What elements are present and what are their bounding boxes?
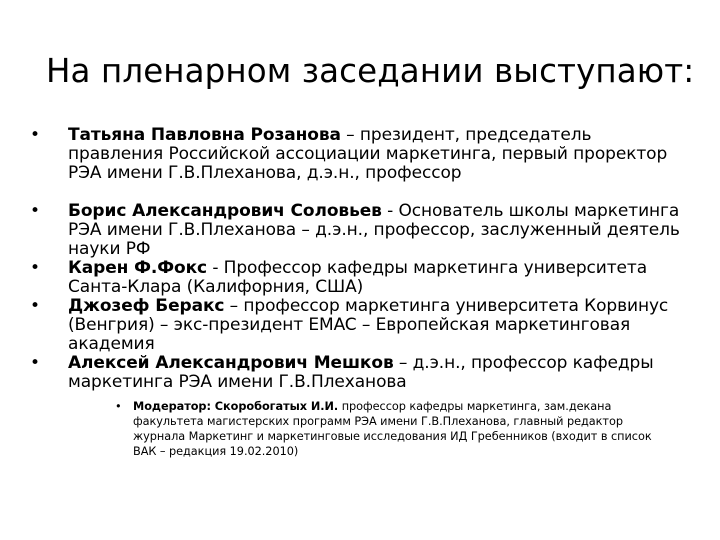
speaker-name: Борис Александрович Соловьев <box>68 201 382 221</box>
moderator-description: профессор кафедры маркетинга, зам.декана факультета магистерских программ РЭА имени Г.В.Плеханова, главный редактор журнала Маркетинг и маркетинговые исследования ИД Гребенников (входит в список ВАК – редакция 19.02.2010) <box>133 400 652 458</box>
speaker-item <box>30 259 685 297</box>
speaker-name: Карен Ф.Фокс <box>68 258 208 278</box>
bullet-icon: • <box>30 258 40 278</box>
bullet-icon: • <box>30 353 40 373</box>
speaker-description: – профессор маркетинга университета Корвинус (Венгрия) – экс-президент EMAC – Европейская маркетинговая академия <box>68 296 669 354</box>
speaker-name: Татьяна Павловна Розанова <box>68 125 341 145</box>
speaker-description: – президент, председатель правления Российской ассоциации маркетинга, первый проректор РЭА имени Г.В.Плеханова, д.э.н., профессор <box>68 125 668 183</box>
speaker-item <box>30 202 685 259</box>
speaker-name: Джозеф Беракс <box>68 296 225 316</box>
speaker-description: - Основатель школы маркетинга РЭА имени Г.В.Плеханова – д.э.н., профессор, заслуженный деятель науки РФ <box>68 201 680 259</box>
bullet-icon: • <box>30 296 40 316</box>
speaker-list <box>30 126 685 392</box>
speaker-item <box>30 297 685 354</box>
moderator-name: Модератор: Скоробогатых И.И. <box>133 400 339 413</box>
speaker-item <box>30 354 685 392</box>
speaker-item <box>30 126 685 202</box>
moderator-note <box>115 399 673 459</box>
speaker-description: – д.э.н., профессор кафедры маркетинга РЭА имени Г.В.Плеханова <box>68 353 654 392</box>
bullet-icon: • <box>115 400 122 413</box>
speaker-description: - Профессор кафедры маркетинга университета Санта-Клара (Калифорния, США) <box>68 258 648 297</box>
bullet-icon: • <box>30 125 40 145</box>
slide-title: На пленарном заседании выступают: <box>46 52 695 90</box>
bullet-icon: • <box>30 201 40 221</box>
speaker-name: Алексей Александрович Мешков <box>68 353 394 373</box>
